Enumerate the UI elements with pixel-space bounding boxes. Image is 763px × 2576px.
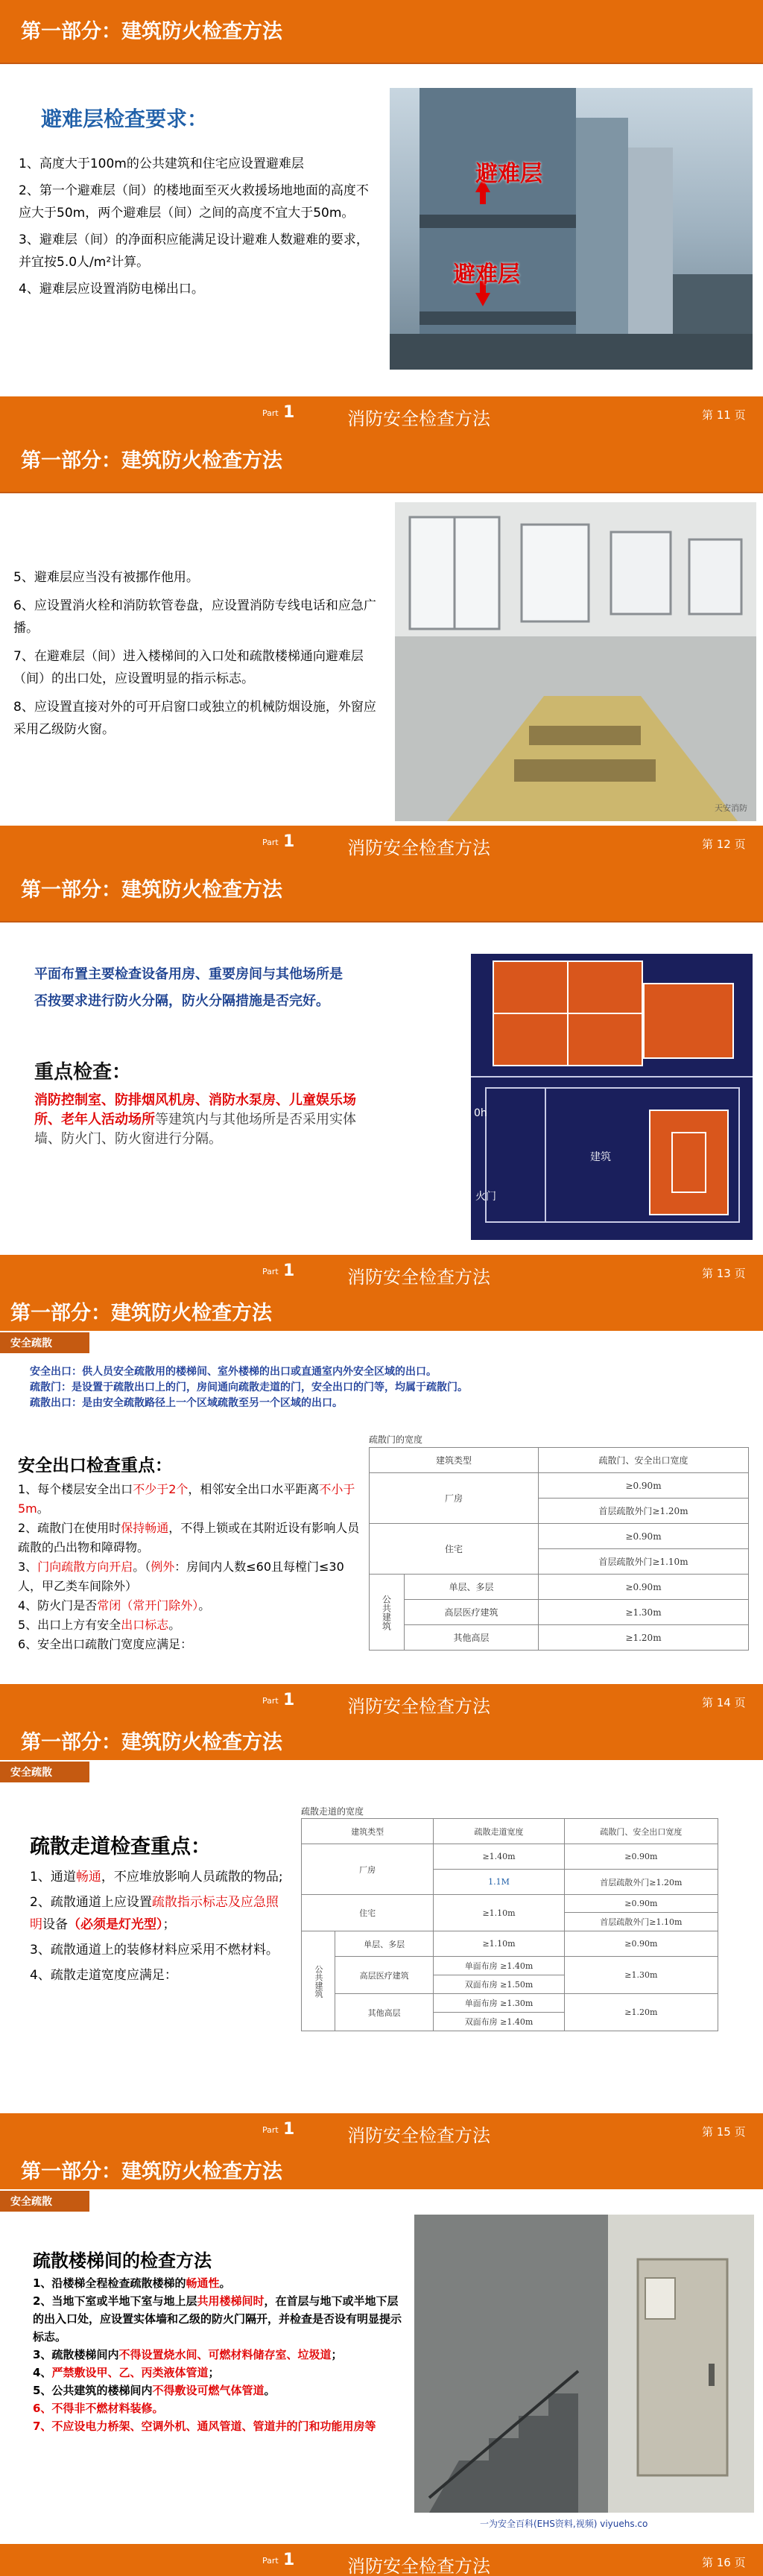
- table-cell: ≥0.90m: [539, 1473, 749, 1499]
- section-tag-label: 安全疏散: [10, 1767, 52, 1779]
- point-text: ，不应堆放影响人员疏散的物品;: [101, 1870, 283, 1884]
- slide-title: 第一部分：建筑防火检查方法: [21, 449, 282, 472]
- point-text: ，在首层与地下或半地下层的出入口处，应设置实体墙和乙级的防火门隔开，并检查是否设有明显提示标志。: [33, 2294, 402, 2344]
- list-item: [18, 1596, 361, 1615]
- table-cell: 首层疏散外门≥1.20m: [539, 1499, 749, 1524]
- refuge-floor-tower-photo: [390, 88, 753, 370]
- table-row: [302, 1994, 718, 2013]
- key-check-text: [34, 1091, 370, 1149]
- table-cell: ≥1.30m: [564, 1957, 718, 1994]
- point-highlight: 不得设置烧水间、可燃材料储存室、垃圾道: [118, 2348, 332, 2361]
- table-cell: ≥1.40m: [434, 1844, 564, 1870]
- slide-11: [0, 0, 763, 429]
- point-text: 3、疏散楼梯间内: [33, 2348, 119, 2361]
- point-text: 1、每个楼层安全出口: [18, 1482, 133, 1496]
- table-header-row: [370, 1448, 749, 1473]
- header-divider: [0, 921, 763, 923]
- point-highlight: 畅通: [75, 1870, 101, 1884]
- page-number: 第 11 页: [702, 408, 746, 422]
- section-heading: 避难层检查要求：: [41, 107, 209, 131]
- list-item: [30, 1866, 291, 1888]
- footer-title: 消防安全检查方法: [347, 408, 490, 429]
- list-item: 2、第一个避难层（间）的楼地面至灭火救援场地地面的高度不应大于50m，两个避难层（间）之间的高度不宜大于50m。: [19, 183, 369, 221]
- point-text: 。（: [133, 1560, 151, 1574]
- slide-header: [0, 0, 763, 63]
- footer-part-number: 1: [283, 2551, 295, 2569]
- table-cell: ≥0.90m: [539, 1575, 749, 1600]
- footer-part-number: 1: [283, 2120, 295, 2139]
- table-cell: ≥1.20m: [564, 1994, 718, 2031]
- definition-safety-exit: 安全出口：供人员安全疏散用的楼梯间、室外楼梯的出口或直通室内外安全区域的出口。: [30, 1366, 437, 1378]
- table-cell: ≥0.90m: [539, 1524, 749, 1549]
- footer-part-label: Part: [262, 2556, 279, 2566]
- point-text: 。: [198, 1598, 211, 1613]
- point-text: 。: [264, 2384, 276, 2397]
- refuge-floor-label: 避难层: [453, 262, 520, 288]
- refuge-floor-interior-photo: [395, 502, 756, 821]
- table-cell: ≥1.10m: [434, 1895, 564, 1931]
- interior-illustration: [395, 502, 756, 821]
- table-cell: 住宅: [302, 1895, 434, 1931]
- footer-part-number: 1: [283, 1691, 295, 1709]
- list-item: [18, 1480, 361, 1519]
- plan-label-wall: 0h: [474, 1107, 487, 1119]
- exit-check-list: [18, 1480, 361, 1654]
- table-cell: ≥0.90m: [564, 1895, 718, 1913]
- point-text: 。: [219, 2276, 231, 2290]
- point-text: 5、公共建筑的楼梯间内: [33, 2384, 153, 2397]
- footer-title: 消防安全检查方法: [347, 1696, 490, 1717]
- list-item: [30, 1891, 291, 1936]
- table-cell: 单面布房 ≥1.30m: [434, 1994, 564, 2013]
- slide-16: [0, 2146, 763, 2576]
- point-text: 4、: [33, 2366, 52, 2379]
- point-text: 2、疏散门在使用时: [18, 1521, 121, 1535]
- refuge-floor-label: 避难层: [475, 161, 542, 187]
- table-cell: 首层疏散外门≥1.10m: [564, 1913, 718, 1931]
- table-header-cell: 疏散门、安全出口宽度: [539, 1448, 749, 1473]
- point-text: ，不得上锁或在其附近设有影响人员疏散的凸出物和障碍物。: [18, 1521, 360, 1554]
- page-number: 第 15 页: [702, 2125, 746, 2139]
- table-cell: 厂房: [370, 1473, 539, 1524]
- stair-check-list: [33, 2274, 405, 2435]
- table-cell: 双面布房 ≥1.50m: [434, 1975, 564, 1994]
- point-highlight: 不得敷设可燃气体管道: [152, 2384, 265, 2397]
- corridor-check-heading: 疏散走道检查重点：: [30, 1835, 211, 1858]
- point-text: ：房间内人数≤60且每樘门≤30人，甲乙类车间除外）: [18, 1560, 344, 1593]
- table-cell: ≥0.90m: [564, 1931, 718, 1957]
- table-cell: 高层医疗建筑: [405, 1600, 539, 1625]
- floor-plan-drawing: [471, 954, 753, 1240]
- slide-title: 第一部分：建筑防火检查方法: [21, 1731, 282, 1754]
- table-row: [370, 1524, 749, 1549]
- slide-header: [0, 2146, 763, 2189]
- floor-plan-illustration: [471, 954, 753, 1240]
- page-number: 第 14 页: [702, 1696, 746, 1709]
- page-number: 第 16 页: [702, 2556, 746, 2569]
- point-text: 5、出口上方有安全: [18, 1618, 121, 1632]
- slide-title: 第一部分：建筑防火检查方法: [21, 879, 282, 902]
- header-divider: [0, 63, 763, 64]
- table-cell: 其他高层: [335, 1994, 434, 2031]
- list-item: [18, 1615, 361, 1635]
- requirement-list: [13, 566, 386, 741]
- plan-label-building: 建筑: [590, 1151, 611, 1163]
- list-item: [18, 1519, 361, 1557]
- slide-title: 第一部分：建筑防火检查方法: [10, 1302, 272, 1325]
- table-cell: ≥0.90m: [564, 1844, 718, 1870]
- list-item: [18, 1635, 361, 1654]
- table-cell: 住宅: [370, 1524, 539, 1575]
- point-highlight: 畅通性: [186, 2276, 220, 2290]
- table-header-row: [302, 1819, 718, 1844]
- list-item: [30, 1964, 291, 1987]
- section-tag: [0, 1332, 89, 1353]
- key-check-rest: 等建筑内与其他场所是否采用实体墙、防火门、防火窗进行分隔。: [34, 1112, 356, 1147]
- list-item: 5、避难层应当没有被挪作他用。: [13, 570, 199, 585]
- point-highlight: 共用楼梯间时: [197, 2294, 265, 2308]
- list-item: 6、应设置消火栓和消防软管卷盘，应设置消防专线电话和应急广播。: [13, 598, 376, 636]
- point-text: 3、: [18, 1560, 38, 1574]
- point-highlight: 例外: [151, 1560, 175, 1574]
- slide-footer: [0, 1255, 763, 1288]
- slide-title: 第一部分：建筑防火检查方法: [21, 2160, 282, 2183]
- table-header-cell: 建筑类型: [302, 1819, 434, 1844]
- point-text: 3、疏散通道上的装修材料应采用不燃材料。: [30, 1943, 279, 1958]
- table-header-cell: 建筑类型: [370, 1448, 539, 1473]
- corridor-check-list: [30, 1866, 291, 1987]
- stairwell-illustration: [414, 2215, 754, 2513]
- table-header-cell: 疏散门、安全出口宽度: [564, 1819, 718, 1844]
- table-cell: ≥1.10m: [434, 1931, 564, 1957]
- list-item: [33, 2346, 405, 2364]
- slide-footer: [0, 396, 763, 429]
- section-tag: [0, 1762, 89, 1782]
- footer-part-label: Part: [262, 1696, 279, 1706]
- plan-label-fire-door: 火门: [475, 1191, 496, 1203]
- list-item: [30, 1939, 291, 1961]
- slide-header: [0, 858, 763, 921]
- point-text: ；: [208, 2366, 220, 2379]
- footer-part-label: Part: [262, 838, 279, 847]
- list-item: [33, 2399, 405, 2417]
- table-row: [370, 1473, 749, 1499]
- table-cell: 公共建筑: [302, 1931, 335, 2031]
- point-text: 1、通道: [30, 1870, 76, 1884]
- stair-check-heading: 疏散楼梯间的检查方法: [33, 2250, 212, 2271]
- table-row: [370, 1575, 749, 1600]
- photo-watermark: 天安消防: [715, 803, 747, 813]
- point-highlight: 门向疏散方向开启: [37, 1560, 133, 1574]
- slide-title: 第一部分：建筑防火检查方法: [21, 20, 282, 43]
- table-cell: 单面布房 ≥1.40m: [434, 1957, 564, 1975]
- point-highlight: 常闭（常开门除外）: [97, 1598, 199, 1613]
- footer-part-label: Part: [262, 408, 279, 418]
- slide-header: [0, 1288, 763, 1331]
- point-highlight: 不少于2个: [133, 1482, 189, 1496]
- corridor-width-table: [301, 1818, 718, 2031]
- point-text: 4、防火门是否: [18, 1598, 98, 1613]
- point-highlight: 6、不得非不燃材料装修。: [33, 2402, 164, 2415]
- point-text: ；: [331, 2348, 343, 2361]
- table-row: [302, 1931, 718, 1957]
- list-item: [33, 2292, 405, 2346]
- point-text: 4、疏散走道宽度应满足：: [30, 1968, 177, 1983]
- section-tag-label: 安全疏散: [10, 2196, 52, 2208]
- point-text: 。: [37, 1501, 49, 1516]
- point-text: 6、安全出口疏散门宽度应满足：: [18, 1637, 193, 1651]
- point-text: 。: [168, 1618, 181, 1632]
- point-text: 设备: [42, 1917, 68, 1932]
- point-highlight: 不小于5m: [18, 1482, 355, 1516]
- table-cell: 首层疏散外门≥1.20m: [564, 1870, 718, 1895]
- requirement-list: [19, 153, 376, 300]
- slide-footer: [0, 1684, 763, 1717]
- list-item: 8、应设置直接对外的可开启窗口或独立的机械防烟设施，外窗应采用乙级防火窗。: [13, 700, 376, 737]
- door-width-table: [369, 1447, 749, 1651]
- list-item: 1、高度大于100m的公共建筑和住宅应设置避难层: [19, 156, 304, 171]
- list-item: 4、避难层应设置消防电梯出口。: [19, 282, 204, 297]
- section-tag-label: 安全疏散: [10, 1338, 52, 1349]
- table-header-cell: 疏散走道宽度: [434, 1819, 564, 1844]
- table-cell: ≥1.20m: [539, 1625, 749, 1651]
- point-highlight: 严禁敷设甲、乙、丙类液体管道: [51, 2366, 209, 2379]
- table-row: [370, 1600, 749, 1625]
- table-cell: 首层疏散外门≥1.10m: [539, 1549, 749, 1575]
- definition-evacuation-door: 疏散门：是设置于疏散出口上的门，房间通向疏散走道的门，安全出口的门等，均属于疏散门。: [30, 1382, 468, 1393]
- list-item: 3、避难层（间）的净面积应能满足设计避难人数避难的要求，并宜按5.0人/m²计算。: [19, 232, 369, 270]
- slide-header: [0, 1717, 763, 1760]
- slide-12: [0, 429, 763, 858]
- table-cell: ≥1.30m: [539, 1600, 749, 1625]
- table-cell: 1.1M: [434, 1870, 564, 1895]
- list-item: 7、在避难层（间）进入楼梯间的入口处和疏散楼梯通向避难层（间）的出口处，应设置明显的指示标志。: [13, 649, 364, 686]
- table-caption: 疏散门的宽度: [369, 1434, 423, 1445]
- list-item: [33, 2364, 405, 2382]
- definitions: [30, 1364, 738, 1411]
- table-row: [370, 1625, 749, 1651]
- page-number: 第 13 页: [702, 1267, 746, 1280]
- footer-part-number: 1: [283, 403, 295, 422]
- list-item: [33, 2274, 405, 2292]
- footer-title: 消防安全检查方法: [347, 2125, 490, 2146]
- table-cell: 单层、多层: [405, 1575, 539, 1600]
- slide-15: [0, 1717, 763, 2146]
- table-cell: 厂房: [302, 1844, 434, 1895]
- point-text: ；: [162, 1917, 176, 1932]
- point-text: 2、疏散通道上应设置: [30, 1895, 152, 1910]
- table-cell: 双面布房 ≥1.40m: [434, 2013, 564, 2031]
- table-row: [302, 1844, 718, 1870]
- footer-part-number: 1: [283, 832, 295, 851]
- slide-footer: [0, 826, 763, 858]
- slide-14: [0, 1288, 763, 1717]
- slide-footer: [0, 2544, 763, 2576]
- source-credit: 一为安全百科(EHS资料,视频) viyuehs.co: [480, 2519, 648, 2529]
- table-row: [302, 1957, 718, 1975]
- slide-13: [0, 858, 763, 1288]
- footer-part-label: Part: [262, 1267, 279, 1276]
- footer-title: 消防安全检查方法: [347, 2556, 490, 2576]
- point-highlight: （必须是灯光型）: [68, 1917, 163, 1932]
- table-cell: 公共建筑: [370, 1575, 405, 1651]
- point-text: 2、当地下室或半地下室与地上层: [33, 2294, 197, 2308]
- list-item: [33, 2417, 405, 2435]
- slide-footer: [0, 2113, 763, 2146]
- tower-illustration: [390, 88, 753, 370]
- key-check-heading: 重点检查：: [34, 1061, 132, 1083]
- point-highlight: 疏散指示标志及应急照明: [30, 1895, 279, 1932]
- definition-evacuation-exit: 疏散出口：是由安全疏散路径上一个区域疏散至另一个区域的出口。: [30, 1397, 343, 1409]
- page-number: 第 12 页: [702, 838, 746, 851]
- table-cell: 其他高层: [405, 1625, 539, 1651]
- point-highlight: 7、不应设电力桥架、空调外机、通风管道、管道井的门和功能用房等: [33, 2420, 376, 2433]
- section-tag: [0, 2191, 89, 2212]
- footer-title: 消防安全检查方法: [347, 1267, 490, 1288]
- stairwell-photo: [414, 2215, 754, 2513]
- list-item: [33, 2382, 405, 2399]
- table-caption: 疏散走道的宽度: [301, 1806, 364, 1817]
- footer-part-number: 1: [283, 1262, 295, 1280]
- point-text: 1、沿楼梯全程检查疏散楼梯的: [33, 2276, 186, 2290]
- table-cell: 高层医疗建筑: [335, 1957, 434, 1994]
- header-divider: [0, 492, 763, 493]
- list-item: [18, 1557, 361, 1596]
- exit-check-heading: 安全出口检查重点：: [18, 1456, 172, 1475]
- point-text: ，相邻安全出口水平距离: [188, 1482, 320, 1496]
- table-row: [302, 1895, 718, 1913]
- footer-part-label: Part: [262, 2125, 279, 2135]
- point-highlight: 保持畅通: [121, 1521, 169, 1535]
- footer-title: 消防安全检查方法: [347, 838, 490, 858]
- intro-text: 平面布置主要检查设备用房、重要房间与其他场所是否按要求进行防火分隔，防火分隔措施是否完好。: [34, 966, 343, 1009]
- point-highlight: 出口标志: [121, 1618, 169, 1632]
- table-cell: 单层、多层: [335, 1931, 434, 1957]
- slide-header: [0, 429, 763, 492]
- key-place-list: 消防控制室、防排烟风机房、消防水泵房、儿童娱乐场所、老年人活动场所: [34, 1092, 356, 1127]
